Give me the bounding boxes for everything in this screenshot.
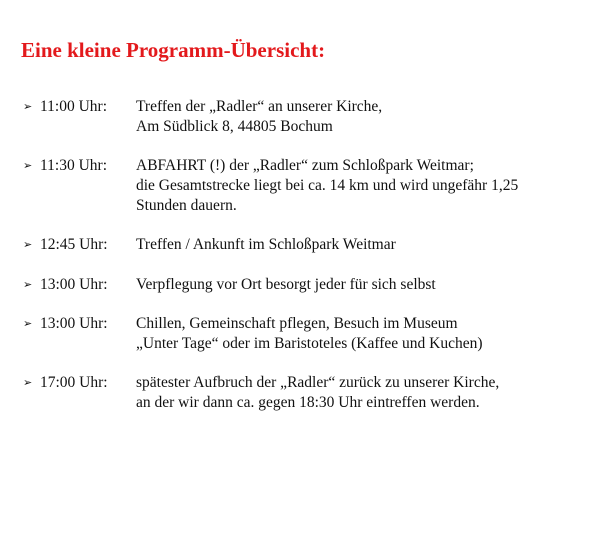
description-line: Stunden dauern.: [136, 197, 237, 214]
description-line: Am Südblick 8, 44805 Bochum: [136, 118, 333, 135]
schedule-description: [136, 275, 576, 295]
page-title: Eine kleine Programm-Übersicht:: [21, 38, 326, 62]
schedule-time: 17:00 Uhr:: [40, 374, 108, 391]
description-line: Chillen, Gemeinschaft pflegen, Besuch im Museum: [136, 315, 458, 332]
schedule-time: 13:00 Uhr:: [40, 276, 108, 293]
description-line: ABFAHRT (!) der „Radler“ zum Schloßpark Weitmar;: [136, 157, 474, 174]
schedule-time: 11:00 Uhr:: [40, 98, 108, 115]
schedule-time: 12:45 Uhr:: [40, 236, 108, 253]
schedule-description: [136, 314, 576, 354]
schedule-description: [136, 97, 576, 137]
description-line: spätester Aufbruch der „Radler“ zurück zu unserer Kirche,: [136, 374, 500, 391]
arrowhead-bullet-icon: ➢: [23, 160, 33, 172]
schedule-time: 11:30 Uhr:: [40, 157, 108, 174]
description-line: die Gesamtstrecke liegt bei ca. 14 km und wird ungefähr 1,25: [136, 177, 519, 194]
description-line: Treffen der „Radler“ an unserer Kirche,: [136, 98, 383, 115]
schedule-description: [136, 235, 576, 255]
description-line: Treffen / Ankunft im Schloßpark Weitmar: [136, 236, 396, 253]
description-line: an der wir dann ca. gegen 18:30 Uhr eintreffen werden.: [136, 394, 480, 411]
arrowhead-bullet-icon: ➢: [23, 377, 33, 389]
arrowhead-bullet-icon: ➢: [23, 279, 33, 291]
schedule-description: [136, 156, 576, 216]
schedule-description: [136, 373, 576, 413]
schedule-time: 13:00 Uhr:: [40, 315, 108, 332]
arrowhead-bullet-icon: ➢: [23, 239, 33, 251]
arrowhead-bullet-icon: ➢: [23, 318, 33, 330]
description-line: Verpflegung vor Ort besorgt jeder für sich selbst: [136, 276, 436, 293]
arrowhead-bullet-icon: ➢: [23, 101, 33, 113]
description-line: „Unter Tage“ oder im Baristoteles (Kaffee und Kuchen): [136, 335, 483, 352]
